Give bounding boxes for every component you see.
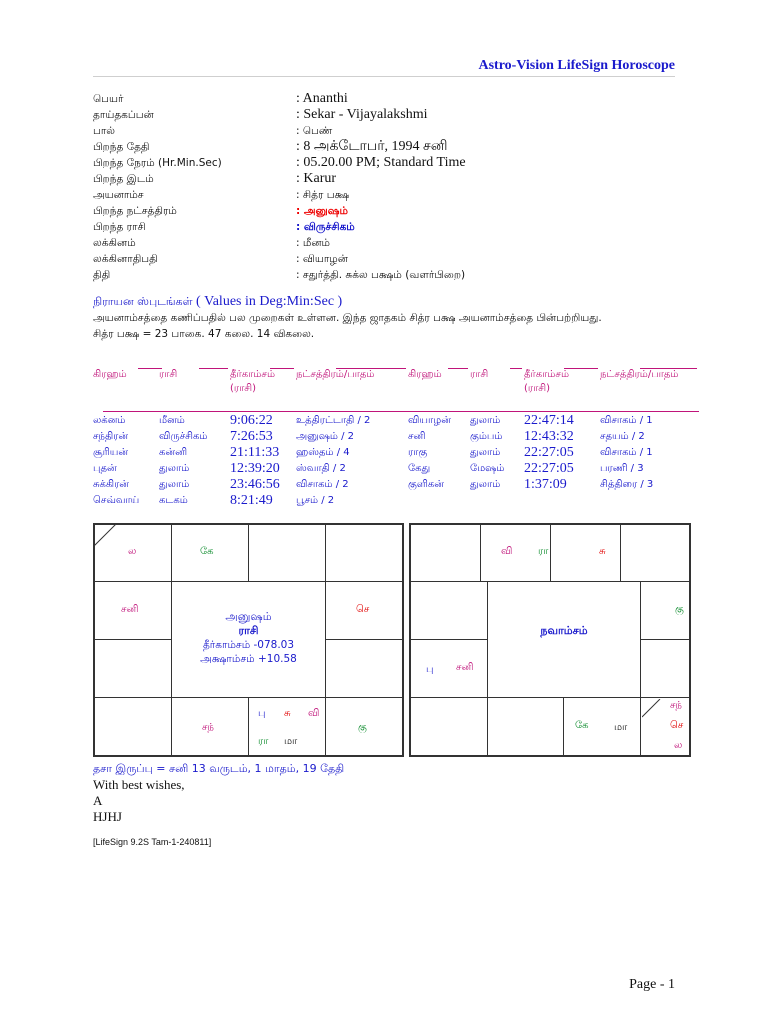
info-value: : மீனம் <box>296 237 330 249</box>
rasi-house-11 <box>94 639 172 698</box>
table-header-bottom-rule <box>103 411 699 412</box>
table-cell: 22:47:14 <box>524 413 574 428</box>
rasi-glyph-gulika: மா <box>284 736 298 747</box>
table-row <box>93 413 703 429</box>
info-label: பிறந்த நட்சத்திரம் <box>93 205 177 217</box>
table-header-cell: கிரஹம் <box>93 369 127 380</box>
table-cell: துலாம் <box>470 415 501 426</box>
page-number: Page - 1 <box>629 977 675 992</box>
table-row <box>93 461 703 477</box>
rasi-glyph-moon: சந் <box>202 722 214 733</box>
table-cell: 12:43:32 <box>524 429 574 444</box>
table-row <box>93 445 703 461</box>
navamsa-house-1 <box>410 524 481 582</box>
rasi-center-text <box>171 610 326 666</box>
rasi-lagna-mark <box>94 524 118 548</box>
table-cell: கும்பம் <box>470 431 503 442</box>
rasi-latitude: அக்ஷாம்சம் +10.58 <box>200 653 297 665</box>
info-label: பிறந்த தேதி <box>93 141 150 153</box>
table-cell: ஹஸ்தம் / 4 <box>296 447 350 458</box>
info-row <box>93 235 693 251</box>
table-cell: பரணி / 3 <box>600 463 644 474</box>
navamsa-glyph-guru: கு <box>675 604 684 615</box>
rasi-house-10 <box>94 697 172 756</box>
info-value: : சதுர்த்தி. சுக்ல பக்ஷம் (வளர்பிறை) <box>296 269 466 281</box>
table-row <box>93 429 703 445</box>
rasi-label: ராசி <box>238 624 259 637</box>
table-header-cell: ராசி <box>470 369 489 380</box>
header-divider <box>93 76 675 77</box>
table-cell: ராகு <box>408 447 428 458</box>
info-label: அயனாம்ச <box>93 189 144 201</box>
info-value: : Sekar - Vijayalakshmi <box>296 107 428 122</box>
section-title-tamil: நிராயன ஸ்புடங்கள் <box>93 295 193 308</box>
table-cell: வியாழன் <box>408 415 451 426</box>
table-row <box>93 477 703 493</box>
table-cell: மீனம் <box>159 415 185 426</box>
rasi-house-4 <box>325 524 403 582</box>
navamsa-house-6 <box>640 639 690 698</box>
info-row <box>93 123 693 139</box>
info-value: : அனுஷம் <box>296 205 348 217</box>
rasi-glyph-venus: சு <box>284 708 291 719</box>
info-row <box>93 219 693 235</box>
navamsa-chart <box>409 523 691 757</box>
navamsa-label: நவாம்சம் <box>540 624 588 637</box>
info-row <box>93 251 693 267</box>
birth-info <box>93 91 693 283</box>
info-value: : 8 அக்டோபர், 1994 சனி <box>296 139 448 154</box>
table-header-rule <box>564 368 598 369</box>
table-cell: அனுஷம் / 2 <box>296 431 355 442</box>
table-cell: 22:27:05 <box>524 461 574 476</box>
table-cell: சூரியன் <box>93 447 129 458</box>
info-value: : பெண் <box>296 125 333 137</box>
info-row <box>93 171 693 187</box>
table-cell: சதயம் / 2 <box>600 431 645 442</box>
table-cell: குளிகன் <box>408 479 444 490</box>
navamsa-glyph-ketu: கே <box>575 720 589 731</box>
info-row <box>93 107 693 123</box>
rasi-chart <box>93 523 404 757</box>
table-cell: சனி <box>408 431 426 442</box>
info-row <box>93 187 693 203</box>
planet-table-header <box>93 368 699 412</box>
navamsa-glyph-mars: செ <box>670 720 684 731</box>
navamsa-glyph-saturn: சனி <box>456 662 474 673</box>
table-cell: விருச்சிகம் <box>159 431 208 442</box>
table-cell: விசாகம் / 1 <box>600 447 653 458</box>
rasi-glyph-guru: கு <box>358 722 367 733</box>
footer-a: A <box>93 793 103 808</box>
info-value: : வியாழன் <box>296 253 348 265</box>
table-cell: சந்திரன் <box>93 431 129 442</box>
section-title-english: ( Values in Deg:Min:Sec ) <box>196 294 343 309</box>
info-label: பிறந்த ராசி <box>93 221 146 233</box>
table-header-rule <box>448 368 468 369</box>
table-cell: கேது <box>408 463 431 474</box>
table-cell: புதன் <box>93 463 117 474</box>
navamsa-house-4 <box>620 524 690 582</box>
ayanamsa-paragraph: அயனாம்சத்தை கணிப்பதில் பல முறைகள் உள்ளன. இந்த ஜாதகம் சித்ர பக்ஷ அயனாம்சத்தை பின்பற்றியது. <box>93 312 602 324</box>
rasi-glyph-mercury: பு <box>258 708 266 719</box>
table-header-cell: தீர்காம்சம் (ராசி) <box>524 369 569 394</box>
info-label: தாய்தகப்பன் <box>93 109 154 121</box>
navamsa-lagna-mark <box>642 699 662 719</box>
info-row <box>93 139 693 155</box>
table-cell: 9:06:22 <box>230 413 273 428</box>
rasi-glyph-saturn: சனி <box>121 604 139 615</box>
rasi-longitude: தீர்காம்சம் -078.03 <box>202 639 295 651</box>
info-label: பிறந்த நேரம் (Hr.Min.Sec) <box>93 157 222 169</box>
info-value: : சித்ர பக்ஷ <box>296 189 350 201</box>
rasi-glyph-lagna: ல <box>128 546 137 557</box>
planet-table <box>93 413 703 509</box>
info-value: : 05.20.00 PM; Standard Time <box>296 155 466 170</box>
info-row <box>93 155 693 171</box>
table-cell: சித்திரை / 3 <box>600 479 654 490</box>
table-header-cell: ராசி <box>159 369 178 380</box>
report-title: Astro-Vision LifeSign Horoscope <box>478 58 675 73</box>
info-value: : Karur <box>296 171 337 186</box>
navamsa-house-9 <box>487 697 564 756</box>
info-row <box>93 91 693 107</box>
table-row <box>93 493 703 509</box>
navamsa-center <box>487 581 641 698</box>
table-cell: லக்னம் <box>93 415 126 426</box>
table-cell: உத்திரட்டாதி / 2 <box>296 415 371 426</box>
rasi-glyph-ketu: கே <box>200 546 214 557</box>
navamsa-glyph-gulika: மா <box>614 722 628 733</box>
table-cell: கடகம் <box>159 495 188 506</box>
table-header-rule <box>270 368 294 369</box>
table-cell: 8:21:49 <box>230 493 273 508</box>
table-cell: துலாம் <box>470 479 501 490</box>
rasi-house-6 <box>325 639 403 698</box>
navamsa-house-12 <box>410 581 488 640</box>
info-value: : விருச்சிகம் <box>296 221 355 233</box>
table-header-rule <box>640 368 697 369</box>
table-cell: 21:11:33 <box>230 445 280 460</box>
table-cell: பூசம் / 2 <box>296 495 335 506</box>
navamsa-glyph-moon: சந் <box>670 700 682 711</box>
software-version: [LifeSign 9.2S Tam-1-240811] <box>93 837 212 847</box>
rasi-glyph-jupiter-vi: வி <box>308 708 320 719</box>
ayanamsa-value: சித்ர பக்ஷ = 23 பாகை. 47 கலை. 14 விகலை. <box>93 328 315 340</box>
rasi-glyph-mars: செ <box>356 604 370 615</box>
info-row <box>93 267 693 283</box>
table-header-cell: நட்சத்திரம்/பாதம் <box>600 369 679 380</box>
info-label: லக்கினம் <box>93 237 136 249</box>
table-cell: மேஷம் <box>470 463 505 474</box>
table-cell: 1:37:09 <box>524 477 567 492</box>
navamsa-house-11 <box>410 639 488 698</box>
table-cell: செவ்வாய் <box>93 495 140 506</box>
navamsa-glyph-rahu: ரா <box>538 546 549 557</box>
table-cell: துலாம் <box>159 479 190 490</box>
info-label: பெயர் <box>93 93 124 105</box>
info-label: பால் <box>93 125 116 137</box>
table-cell: கன்னி <box>159 447 188 458</box>
table-header-rule <box>336 368 406 369</box>
table-cell: 22:27:05 <box>524 445 574 460</box>
table-cell: 23:46:56 <box>230 477 280 492</box>
navamsa-glyph-vi: வி <box>501 546 513 557</box>
table-header-cell: தீர்காம்சம் (ராசி) <box>230 369 275 394</box>
info-label: பிறந்த இடம் <box>93 173 154 185</box>
table-cell: 7:26:53 <box>230 429 273 444</box>
dasa-balance: தசா இருப்பு = சனி 13 வருடம், 1 மாதம், 19 தேதி <box>93 762 345 775</box>
navamsa-glyph-mercury: பு <box>426 664 434 675</box>
table-cell: 12:39:20 <box>230 461 280 476</box>
navamsa-glyph-venus: சு <box>599 546 606 557</box>
table-cell: விசாகம் / 2 <box>296 479 349 490</box>
table-header-rule <box>199 368 228 369</box>
ayanamsa-note <box>93 310 678 342</box>
navamsa-house-10 <box>410 697 488 756</box>
table-cell: துலாம் <box>470 447 501 458</box>
table-header-cell: நட்சத்திரம்/பாதம் <box>296 369 375 380</box>
section-title <box>93 294 342 310</box>
table-cell: ஸ்வாதி / 2 <box>296 463 346 474</box>
rasi-house-3 <box>248 524 326 582</box>
navamsa-house-3 <box>550 524 621 582</box>
table-cell: சுக்கிரன் <box>93 479 129 490</box>
navamsa-glyph-lagna: ல <box>674 740 683 751</box>
info-value: : Ananthi <box>296 91 348 106</box>
table-cell: துலாம் <box>159 463 190 474</box>
info-label: லக்கினாதிபதி <box>93 253 158 265</box>
info-row <box>93 203 693 219</box>
table-header-cell: கிரஹம் <box>408 369 442 380</box>
info-label: திதி <box>93 269 111 281</box>
footer-hjhj: HJHJ <box>93 809 122 824</box>
rasi-star: அனுஷம் <box>225 610 272 623</box>
wishes-line: With best wishes, <box>93 777 185 792</box>
table-cell: விசாகம் / 1 <box>600 415 653 426</box>
table-header-rule <box>510 368 522 369</box>
rasi-glyph-rahu: ரா <box>258 736 269 747</box>
